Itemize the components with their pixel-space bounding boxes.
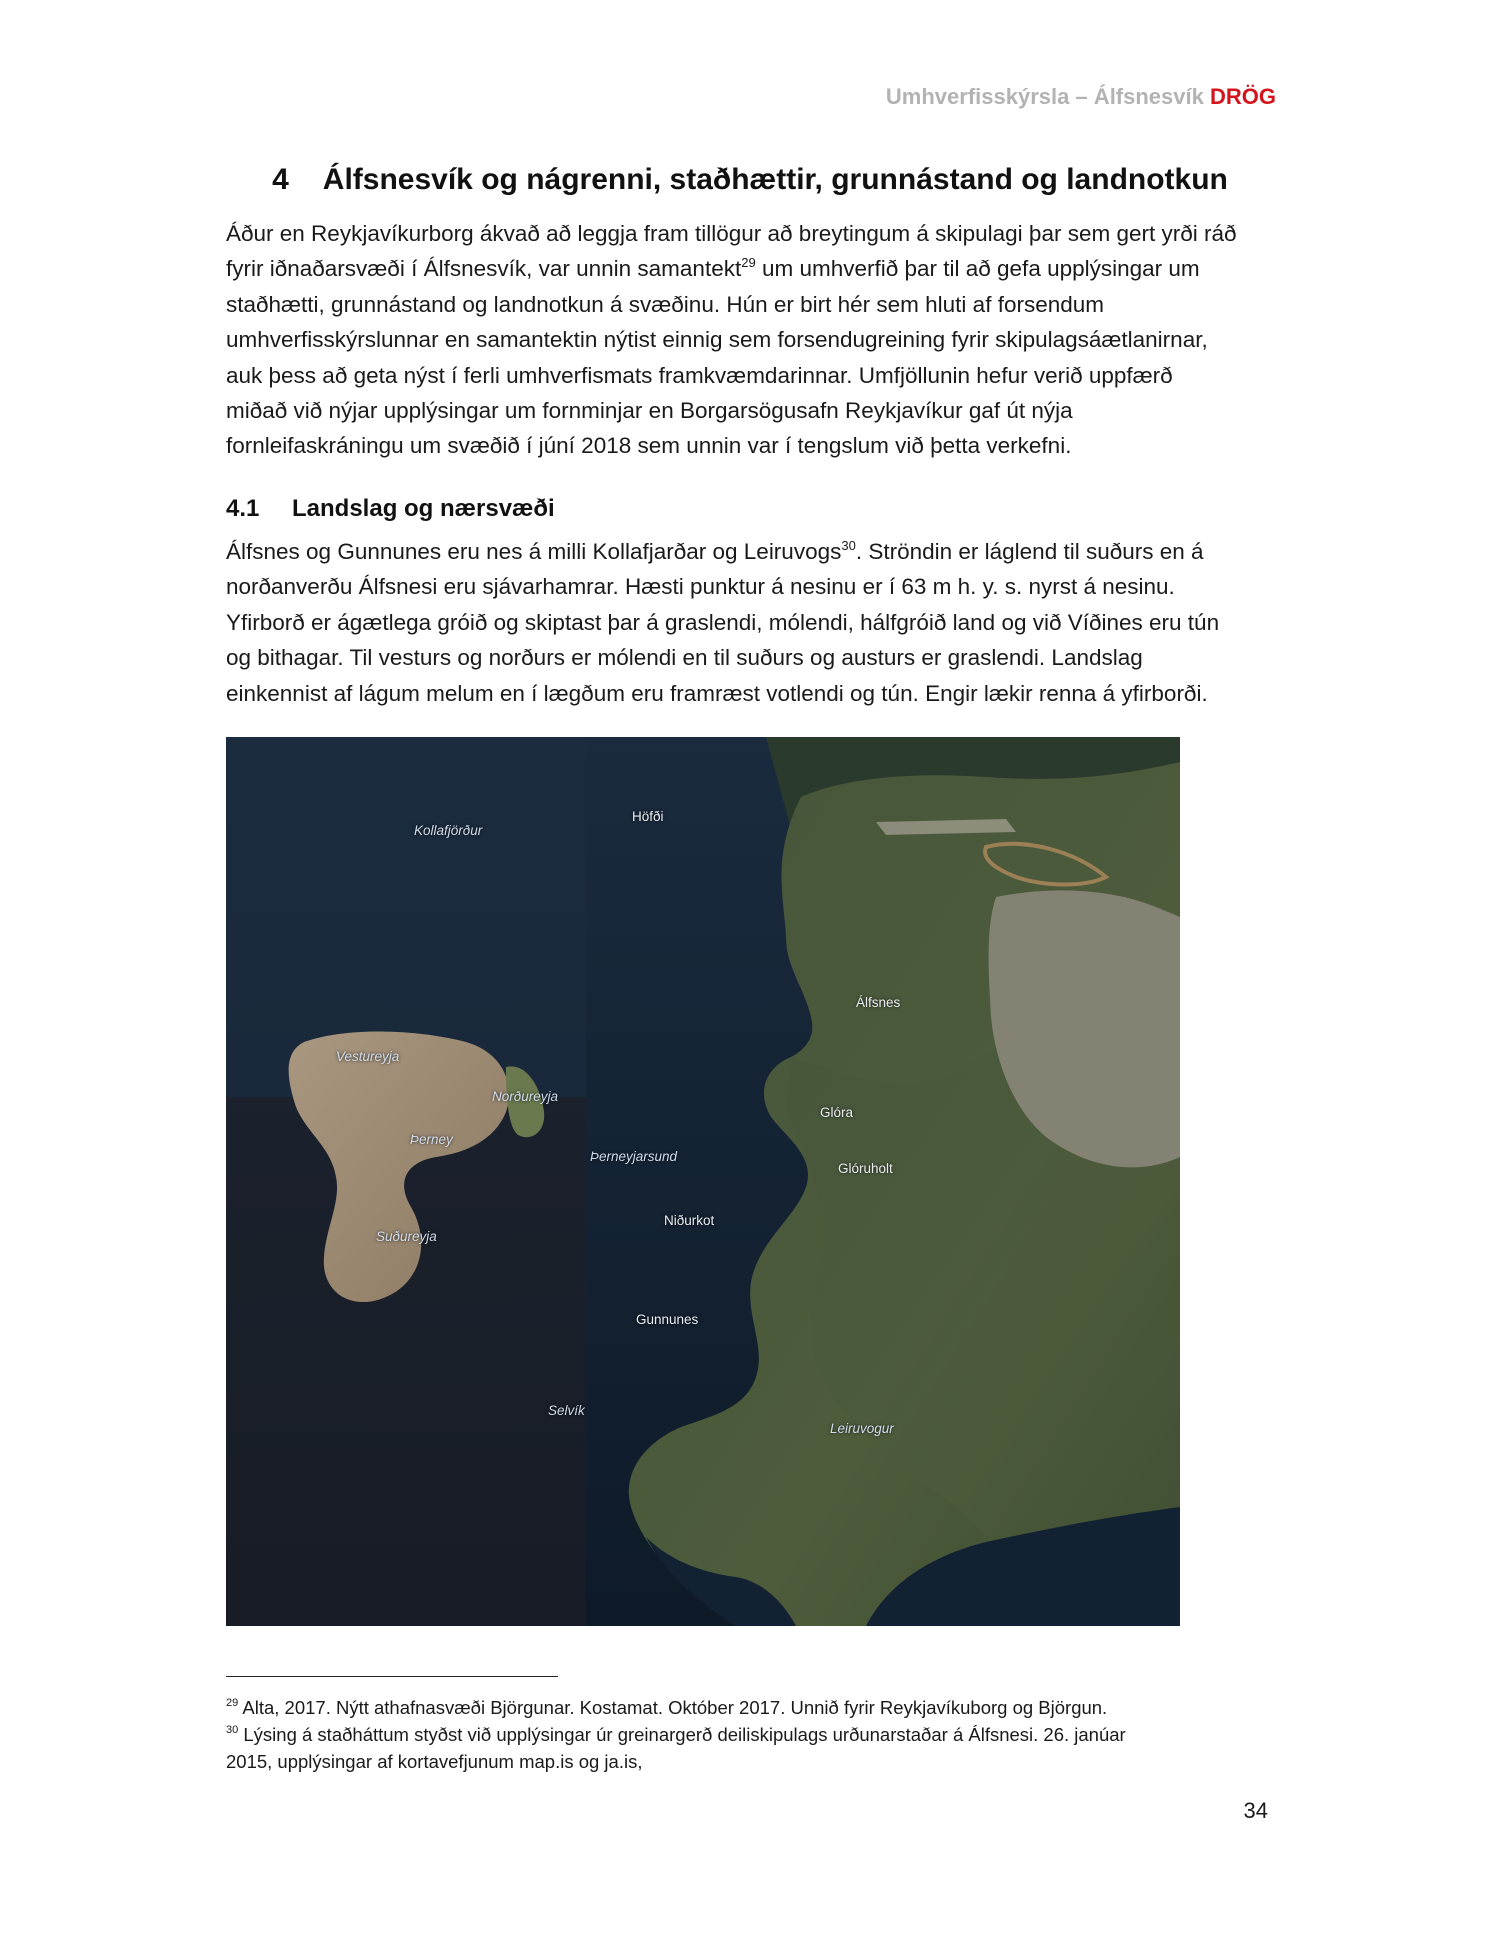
water-tile [226, 1097, 586, 1626]
paragraph-line: Álfsnes og Gunnunes eru nes á milli Kollafjarðar og Leiruvogs$^{30}$. Ströndin er láglend til suðurs en á [226, 538, 1204, 564]
satellite-map [226, 737, 1180, 1626]
section-title: Álfsnesvík og nágrenni, staðhættir, grunnástand og landnotkun [322, 163, 1228, 196]
paragraph-line: umhverfisskýrslunnar en samantektin nýtist einnig sem forsendugreining fyrir skipulagsáætlanirnar, [226, 327, 1208, 353]
paragraph-line: norðanverðu Álfsnesi eru sjávarhamrar. Hæsti punktur á nesinu er í 63 m h. y. s. nyrst á nesinu. [226, 574, 1175, 600]
subsection-number: 4.1 [226, 495, 260, 522]
label-nordureyja: Norðureyja [492, 1089, 559, 1104]
section-paragraph [226, 216, 1276, 464]
section-number: 4 [272, 163, 289, 196]
label-hofdi: Höfði [632, 809, 664, 824]
label-gunnunes: Gunnunes [636, 1312, 699, 1327]
paragraph-line: miðað við nýjar upplýsingar um fornminjar en Borgarsögusafn Reykjavíkur gaf út nýja [226, 398, 1073, 424]
draft-badge: DRÖG [1210, 84, 1276, 109]
subsection-heading [226, 495, 555, 523]
paragraph-line: fyrir iðnaðarsvæði í Álfsnesvík, var unnin samantekt$^{29}$ um umhverfið þar til að gefa upplýsingar um [226, 255, 1200, 282]
paragraph-line: og bithagar. Til vesturs og norðurs er mólendi en til suðurs og austurs er graslendi. Landslag [226, 645, 1143, 671]
header-title: Umhverfisskýrsla – Álfsnesvík [885, 84, 1204, 109]
footnote-ref-29[interactable]: 29 [741, 255, 756, 271]
paragraph-line: fornleifaskráningu um svæðið í júní 2018 sem unnin var í tengslum við þetta verkefni. [226, 433, 1072, 459]
label-glora: Glóra [820, 1105, 854, 1120]
label-therney: Þerney [410, 1132, 453, 1147]
subsection-title: Landslag og nærsvæði [292, 495, 555, 522]
label-nidurkot: Niðurkot [664, 1213, 715, 1228]
paragraph-line: auk þess að geta nýst í ferli umhverfismats framkvæmdarinnar. Umfjöllunin hefur verið uppfærð [226, 362, 1173, 388]
footnote-ref-30[interactable]: 30 [841, 538, 856, 553]
paragraph-line: staðhætti, grunnástand og landnotkun á svæðinu. Hún er birt hér sem hluti af forsendum [226, 291, 1105, 317]
footnote-number: 30 [226, 1724, 239, 1736]
label-selvik: Selvík [548, 1403, 585, 1418]
label-vestureyja: Vestureyja [336, 1049, 400, 1064]
footnote-29 [226, 1694, 1286, 1721]
paragraph-line: Yfirborð er ágætlega gróið og skiptast þar á graslendi, mólendi, hálfgróið land og við Víðines eru tún [226, 609, 1220, 635]
footnote-text: Alta, 2017. Nýtt athafnasvæði Björgunar. Kostamat. Október 2017. Unnið fyrir Reykjavíkuborg og Björgun. [242, 1697, 1108, 1718]
label-alfsnes: Álfsnes [856, 995, 901, 1010]
label-leiruvogur: Leiruvogur [830, 1421, 894, 1436]
paragraph-line: Áður en Reykjavíkurborg ákvað að leggja fram tillögur að breytingum á skipulagi þar sem gert yrði ráð [226, 221, 1237, 246]
page-number: 34 [1243, 1798, 1268, 1823]
footnote-separator [226, 1676, 558, 1677]
label-kollafjordur: Kollafjörður [414, 823, 483, 838]
paragraph-line: einkennist af lágum melum en í lægðum eru framræst votlendi og tún. Engir lækir renna á yfirborði. [226, 680, 1208, 706]
label-sudureyja: Suðureyja [376, 1229, 437, 1244]
label-therneyjarsund: Þerneyjarsund [590, 1149, 678, 1164]
section-heading [0, 163, 1500, 197]
footnote-text: Lýsing á staðháttum styðst við upplýsingar úr greinargerð deiliskipulags urðunarstaðar á Álfsnesi. 26. janúar [243, 1724, 1126, 1745]
label-gloruholt: Glóruholt [838, 1161, 893, 1176]
subsection-paragraph [226, 534, 1276, 711]
footnote-text: 2015, upplýsingar af kortavefjunum map.is og ja.is, [226, 1751, 643, 1772]
map-graphic [226, 737, 1180, 1626]
running-header [886, 84, 1276, 110]
footnote-30 [226, 1721, 1286, 1775]
footnote-number: 29 [226, 1697, 239, 1709]
